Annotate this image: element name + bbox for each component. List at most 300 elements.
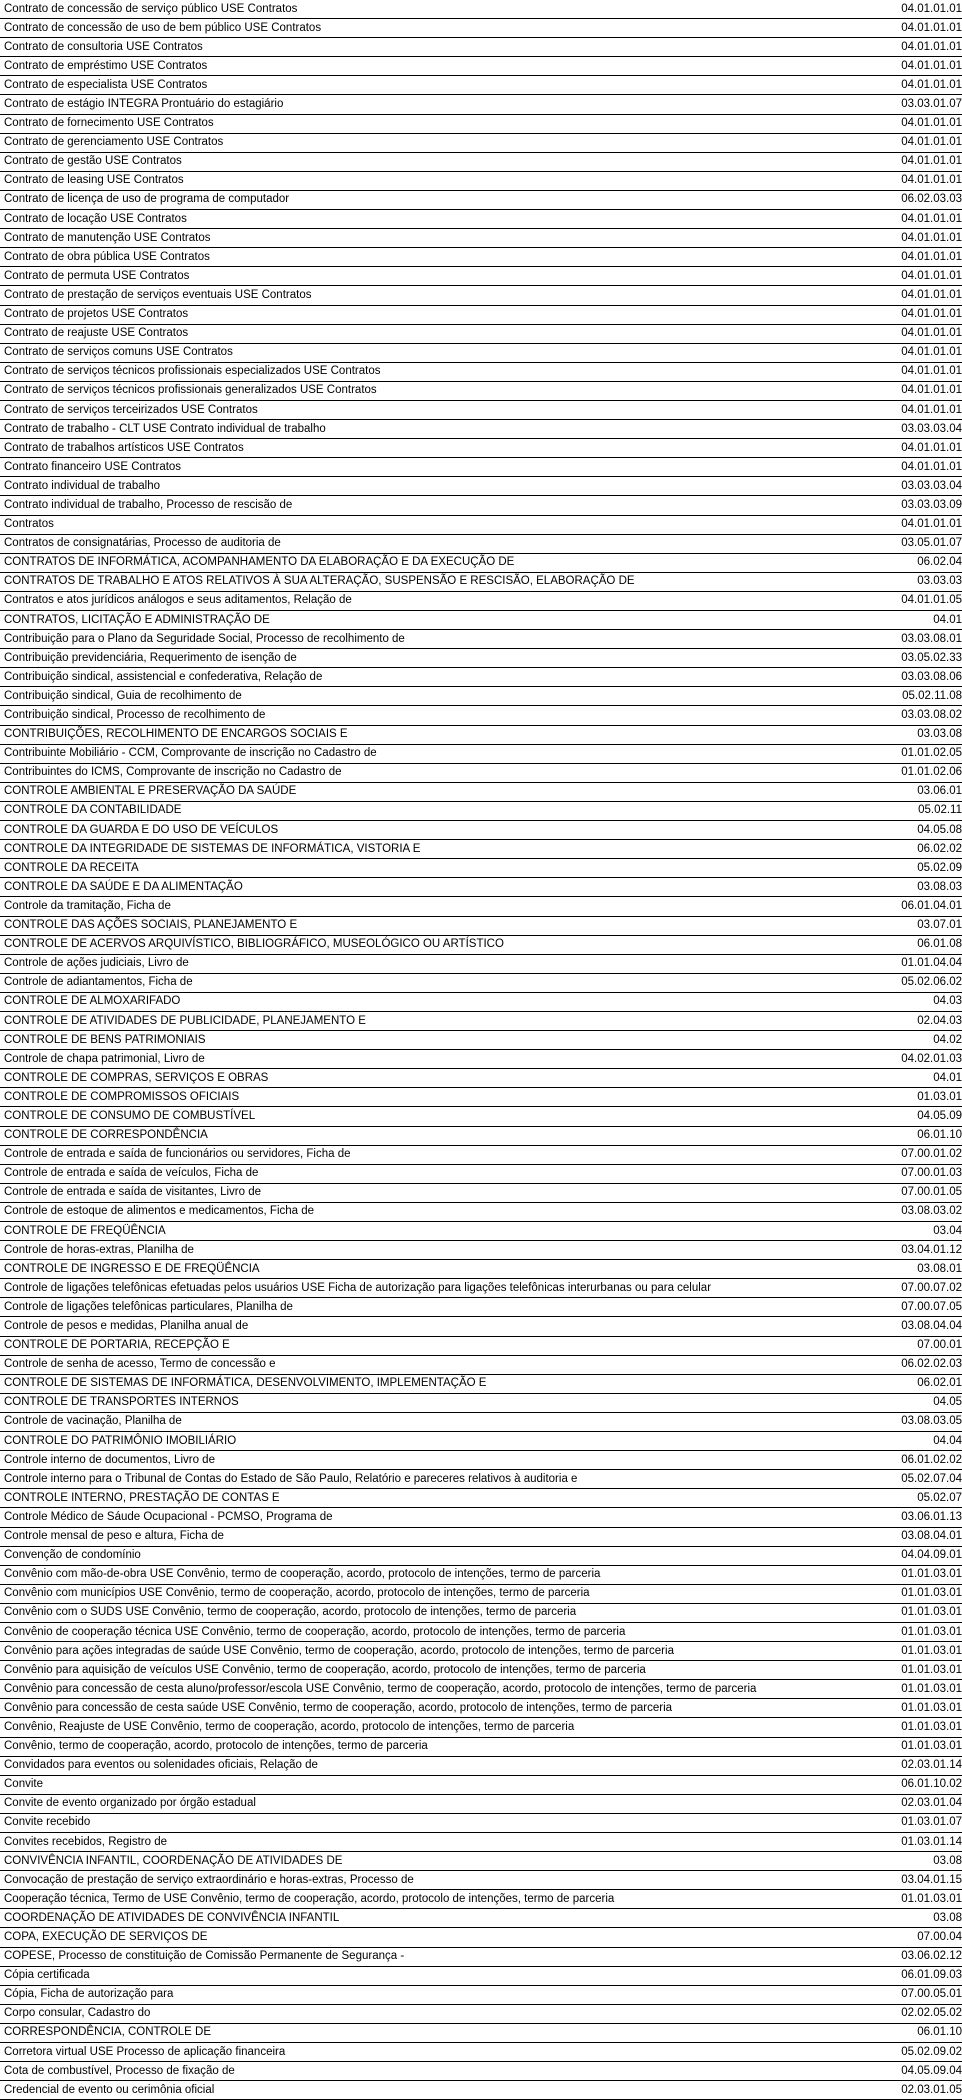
- index-term: Contrato de licença de uso de programa de computador: [0, 190, 838, 209]
- index-term: Contrato de serviços técnicos profissionais especializados USE Contratos: [0, 362, 838, 381]
- classification-code: 04.01.01.01: [838, 343, 962, 362]
- table-row: [0, 477, 962, 496]
- table-row: [0, 1642, 962, 1661]
- classification-code: 04.01.01.01: [838, 400, 962, 419]
- index-term: Convênio para concessão de cesta saúde USE Convênio, termo de cooperação, acordo, protocolo de intenções, termo de parceria: [0, 1699, 838, 1718]
- index-term: Contrato de manutenção USE Contratos: [0, 229, 838, 248]
- classification-code: 07.00.01.02: [838, 1145, 962, 1164]
- index-term: CONTROLE DAS AÇÕES SOCIAIS, PLANEJAMENTO E: [0, 916, 838, 935]
- table-row: [0, 305, 962, 324]
- classification-code: 06.01.10: [838, 1126, 962, 1145]
- index-term: CONTROLE DE PORTARIA, RECEPÇÃO E: [0, 1336, 838, 1355]
- index-term: Controle interno para o Tribunal de Contas do Estado de São Paulo, Relatório e pareceres relativos à auditoria e: [0, 1470, 838, 1489]
- table-row: [0, 973, 962, 992]
- index-term: Convocação de prestação de serviço extraordinário e horas-extras, Processo de: [0, 1871, 838, 1890]
- table-row: [0, 439, 962, 458]
- table-row: [0, 553, 962, 572]
- table-row: [0, 840, 962, 859]
- classification-code: 02.03.01.04: [838, 1794, 962, 1813]
- classification-code: 01.01.02.06: [838, 763, 962, 782]
- classification-code: 04.02.01.03: [838, 1050, 962, 1069]
- table-row: [0, 1661, 962, 1680]
- table-row: [0, 1890, 962, 1909]
- table-row: [0, 1565, 962, 1584]
- index-term: Contrato de consultoria USE Contratos: [0, 38, 838, 57]
- table-row: [0, 248, 962, 267]
- index-term: Contrato de estágio INTEGRA Prontuário do estagiário: [0, 95, 838, 114]
- index-term: Contribuição sindical, Guia de recolhimento de: [0, 687, 838, 706]
- table-row: [0, 57, 962, 76]
- index-term: COPESE, Processo de constituição de Comissão Permanente de Segurança -: [0, 1947, 838, 1966]
- classification-code: 03.05.01.07: [838, 534, 962, 553]
- table-row: [0, 286, 962, 305]
- index-term: CONTRATOS DE INFORMÁTICA, ACOMPANHAMENTO DA ELABORAÇÃO E DA EXECUÇÃO DE: [0, 553, 838, 572]
- classification-code: 04.01.01.01: [838, 267, 962, 286]
- table-row: [0, 1298, 962, 1317]
- index-term: CONTROLE DE ACERVOS ARQUIVÍSTICO, BIBLIOGRÁFICO, MUSEOLÓGICO OU ARTÍSTICO: [0, 935, 838, 954]
- classification-code: 01.01.03.01: [838, 1737, 962, 1756]
- index-term: Contrato de trabalhos artísticos USE Contratos: [0, 439, 838, 458]
- index-term: CONTROLE INTERNO, PRESTAÇÃO DE CONTAS E: [0, 1489, 838, 1508]
- index-term: Convênio para concessão de cesta aluno/professor/escola USE Convênio, termo de cooperação, acordo, protocolo de intenções, termo de parceria: [0, 1680, 838, 1699]
- table-row: [0, 1947, 962, 1966]
- table-row: [0, 1222, 962, 1241]
- table-row: [0, 190, 962, 209]
- table-row: [0, 1546, 962, 1565]
- index-term: CONTROLE DE ALMOXARIFADO: [0, 992, 838, 1011]
- table-row: [0, 1241, 962, 1260]
- index-term: Contrato de serviços comuns USE Contratos: [0, 343, 838, 362]
- classification-code: 03.03.01.07: [838, 95, 962, 114]
- classification-code: 03.04.01.15: [838, 1871, 962, 1890]
- classification-code: 04.01.01.01: [838, 305, 962, 324]
- index-term: CONTROLE DE BENS PATRIMONIAIS: [0, 1031, 838, 1050]
- index-term: Contrato de especialista USE Contratos: [0, 76, 838, 95]
- index-term: Convênio, Reajuste de USE Convênio, termo de cooperação, acordo, protocolo de intenções, termo de parceria: [0, 1718, 838, 1737]
- classification-code: 05.02.09.02: [838, 2043, 962, 2062]
- table-row: [0, 19, 962, 38]
- index-term: Corretora virtual USE Processo de aplicação financeira: [0, 2043, 838, 2062]
- table-row: [0, 897, 962, 916]
- table-row: [0, 1756, 962, 1775]
- index-term: Convênio com o SUDS USE Convênio, termo de cooperação, acordo, protocolo de intenções, termo de parceria: [0, 1603, 838, 1622]
- classification-code: 07.00.01.05: [838, 1183, 962, 1202]
- classification-code: 04.01.01.01: [838, 19, 962, 38]
- table-row: [0, 114, 962, 133]
- table-row: [0, 152, 962, 171]
- table-row: [0, 1909, 962, 1928]
- classification-code: 01.01.03.01: [838, 1622, 962, 1641]
- table-row: [0, 1202, 962, 1221]
- table-row: [0, 859, 962, 878]
- classification-code: 02.03.01.14: [838, 1756, 962, 1775]
- classification-code: 01.01.03.01: [838, 1584, 962, 1603]
- index-term: Contrato de empréstimo USE Contratos: [0, 57, 838, 76]
- index-term: Contribuição para o Plano da Seguridade Social, Processo de recolhimento de: [0, 630, 838, 649]
- classification-code: 06.01.02.02: [838, 1451, 962, 1470]
- index-term: Corpo consular, Cadastro do: [0, 2004, 838, 2023]
- classification-code: 03.06.01: [838, 782, 962, 801]
- classification-code: 06.02.01: [838, 1374, 962, 1393]
- index-term: Controle de estoque de alimentos e medicamentos, Ficha de: [0, 1202, 838, 1221]
- index-term: Controle de adiantamentos, Ficha de: [0, 973, 838, 992]
- table-row: [0, 381, 962, 400]
- table-row: [0, 38, 962, 57]
- index-term: Contribuição sindical, Processo de recolhimento de: [0, 706, 838, 725]
- table-row: [0, 1145, 962, 1164]
- classification-code: 03.03.03.09: [838, 496, 962, 515]
- classification-code: 06.02.04: [838, 553, 962, 572]
- table-row: [0, 76, 962, 95]
- index-term: Contrato de obra pública USE Contratos: [0, 248, 838, 267]
- classification-code: 03.03.03: [838, 572, 962, 591]
- classification-code: 03.03.08.01: [838, 630, 962, 649]
- classification-code: 01.01.03.01: [838, 1565, 962, 1584]
- index-term: Convites recebidos, Registro de: [0, 1833, 838, 1852]
- table-row: [0, 1718, 962, 1737]
- classification-code: 02.02.05.02: [838, 2004, 962, 2023]
- index-term: Controle Médico de Sáude Ocupacional - PCMSO, Programa de: [0, 1508, 838, 1527]
- classification-code: 04.01.01.01: [838, 324, 962, 343]
- table-row: [0, 267, 962, 286]
- index-term: Convite recebido: [0, 1813, 838, 1832]
- index-term: CONTRIBUIÇÕES, RECOLHIMENTO DE ENCARGOS SOCIAIS E: [0, 725, 838, 744]
- table-row: [0, 2062, 962, 2081]
- classification-code: 04.01.01.01: [838, 381, 962, 400]
- index-term: Controle de entrada e saída de visitantes, Livro de: [0, 1183, 838, 1202]
- table-row: [0, 1527, 962, 1546]
- table-row: [0, 1069, 962, 1088]
- index-term: Controle de ligações telefônicas particulares, Planilha de: [0, 1298, 838, 1317]
- index-term: Controle de pesos e medidas, Planilha anual de: [0, 1317, 838, 1336]
- classification-code: 03.03.08.06: [838, 668, 962, 687]
- index-term: CORRESPONDÊNCIA, CONTROLE DE: [0, 2023, 838, 2042]
- index-term: Convênio para aquisição de veículos USE Convênio, termo de cooperação, acordo, protocolo de intenções, termo de parceria: [0, 1661, 838, 1680]
- index-term: Contrato de concessão de serviço público USE Contratos: [0, 0, 838, 19]
- table-row: [0, 534, 962, 553]
- classification-code: 04.01.01.01: [838, 152, 962, 171]
- classification-code: 06.02.02: [838, 840, 962, 859]
- table-row: [0, 1317, 962, 1336]
- index-term: Contrato de leasing USE Contratos: [0, 171, 838, 190]
- classification-code: 04.01.01.01: [838, 114, 962, 133]
- classification-code: 04.04: [838, 1432, 962, 1451]
- index-term: Contrato de prestação de serviços eventuais USE Contratos: [0, 286, 838, 305]
- table-row: [0, 2004, 962, 2023]
- index-term: Controle interno de documentos, Livro de: [0, 1451, 838, 1470]
- index-term: Convênio com municípios USE Convênio, termo de cooperação, acordo, protocolo de intenções, termo de parceria: [0, 1584, 838, 1603]
- classification-code: 07.00.04: [838, 1928, 962, 1947]
- index-term: CONTROLE DA CONTABILIDADE: [0, 801, 838, 820]
- table-row: [0, 821, 962, 840]
- index-term: Controle mensal de peso e altura, Ficha de: [0, 1527, 838, 1546]
- table-row: [0, 515, 962, 534]
- index-term: Cópia, Ficha de autorização para: [0, 1985, 838, 2004]
- table-row: [0, 1699, 962, 1718]
- table-row: [0, 1412, 962, 1431]
- index-term: CONTROLE AMBIENTAL E PRESERVAÇÃO DA SAÚDE: [0, 782, 838, 801]
- classification-code: 07.00.07.02: [838, 1279, 962, 1298]
- classification-code: 01.03.01: [838, 1088, 962, 1107]
- table-row: [0, 210, 962, 229]
- table-row: [0, 916, 962, 935]
- index-term: Controle da tramitação, Ficha de: [0, 897, 838, 916]
- index-term: Contratos e atos jurídicos análogos e seus aditamentos, Relação de: [0, 591, 838, 610]
- classification-code: 03.08.03: [838, 878, 962, 897]
- classification-code: 05.02.11.08: [838, 687, 962, 706]
- index-term: Convidados para eventos ou solenidades oficiais, Relação de: [0, 1756, 838, 1775]
- table-row: [0, 744, 962, 763]
- classification-code: 04.05.09.04: [838, 2062, 962, 2081]
- index-term: Contrato individual de trabalho: [0, 477, 838, 496]
- index-term: Convênio, termo de cooperação, acordo, protocolo de intenções, termo de parceria: [0, 1737, 838, 1756]
- index-term: Controle de ligações telefônicas efetuadas pelos usuários USE Ficha de autorização para ligações telefônicas interurbanas ou para celular: [0, 1279, 838, 1298]
- classification-code: 06.02.03.03: [838, 190, 962, 209]
- classification-code: 04.01.01.01: [838, 439, 962, 458]
- classification-code: 03.03.08.02: [838, 706, 962, 725]
- classification-code: 04.01.01.01: [838, 458, 962, 477]
- index-term: CONTROLE DE CORRESPONDÊNCIA: [0, 1126, 838, 1145]
- table-row: [0, 1737, 962, 1756]
- table-row: [0, 668, 962, 687]
- index-term: Contratos: [0, 515, 838, 534]
- classification-code: 02.03.01.05: [838, 2081, 962, 2100]
- index-term: CONTROLE DE COMPRAS, SERVIÇOS E OBRAS: [0, 1069, 838, 1088]
- classification-code: 04.01.01.05: [838, 591, 962, 610]
- classification-code: 02.04.03: [838, 1011, 962, 1030]
- classification-code: 01.01.03.01: [838, 1661, 962, 1680]
- classification-code: 04.01.01.01: [838, 76, 962, 95]
- classification-code: 01.01.03.01: [838, 1680, 962, 1699]
- index-term: Convenção de condomínio: [0, 1546, 838, 1565]
- classification-code: 03.03.08: [838, 725, 962, 744]
- classification-code: 03.08.01: [838, 1260, 962, 1279]
- classification-code: 03.04.01.12: [838, 1241, 962, 1260]
- table-row: [0, 687, 962, 706]
- classification-code: 04.01: [838, 611, 962, 630]
- table-row: [0, 649, 962, 668]
- table-row: [0, 362, 962, 381]
- table-row: [0, 763, 962, 782]
- index-term: Controle de vacinação, Planilha de: [0, 1412, 838, 1431]
- classification-code: 01.01.02.05: [838, 744, 962, 763]
- classification-code: 04.01.01.01: [838, 210, 962, 229]
- table-row: [0, 1833, 962, 1852]
- classification-code: 06.01.10: [838, 2023, 962, 2042]
- table-row: [0, 878, 962, 897]
- classification-code: 01.01.04.04: [838, 954, 962, 973]
- index-term: COORDENAÇÃO DE ATIVIDADES DE CONVIVÊNCIA INFANTIL: [0, 1909, 838, 1928]
- table-row: [0, 0, 962, 19]
- classification-code: 01.01.03.01: [838, 1699, 962, 1718]
- table-row: [0, 1107, 962, 1126]
- index-term: Cooperação técnica, Termo de USE Convênio, termo de cooperação, acordo, protocolo de intenções, termo de parceria: [0, 1890, 838, 1909]
- index-term: CONTRATOS DE TRABALHO E ATOS RELATIVOS À SUA ALTERAÇÃO, SUSPENSÃO E RESCISÃO, ELABORAÇÃO DE: [0, 572, 838, 591]
- classification-code: 06.02.02.03: [838, 1355, 962, 1374]
- index-term: CONTROLE DO PATRIMÔNIO IMOBILIÁRIO: [0, 1432, 838, 1451]
- index-term: Contrato de serviços terceirizados USE Contratos: [0, 400, 838, 419]
- classification-code: 01.01.03.01: [838, 1603, 962, 1622]
- index-term: Contrato de trabalho - CLT USE Contrato individual de trabalho: [0, 420, 838, 439]
- classification-code: 01.01.03.01: [838, 1890, 962, 1909]
- classification-code: 04.01.01.01: [838, 286, 962, 305]
- classification-code: 03.08.03.02: [838, 1202, 962, 1221]
- table-row: [0, 1928, 962, 1947]
- classification-code: 05.02.09: [838, 859, 962, 878]
- index-term: Controle de horas-extras, Planilha de: [0, 1241, 838, 1260]
- table-row: [0, 2081, 962, 2100]
- table-row: [0, 133, 962, 152]
- classification-code: 05.02.06.02: [838, 973, 962, 992]
- index-term: CONTROLE DA INTEGRIDADE DE SISTEMAS DE INFORMÁTICA, VISTORIA E: [0, 840, 838, 859]
- table-row: [0, 2023, 962, 2042]
- table-row: [0, 1164, 962, 1183]
- table-row: [0, 630, 962, 649]
- table-row: [0, 954, 962, 973]
- table-row: [0, 324, 962, 343]
- table-row: [0, 1355, 962, 1374]
- table-row: [0, 992, 962, 1011]
- table-row: [0, 1126, 962, 1145]
- index-term: Contrato de reajuste USE Contratos: [0, 324, 838, 343]
- index-term: CONTROLE DE COMPROMISSOS OFICIAIS: [0, 1088, 838, 1107]
- index-term: CONVIVÊNCIA INFANTIL, COORDENAÇÃO DE ATIVIDADES DE: [0, 1852, 838, 1871]
- index-term: Contrato de fornecimento USE Contratos: [0, 114, 838, 133]
- index-term: Controle de chapa patrimonial, Livro de: [0, 1050, 838, 1069]
- classification-code: 01.01.03.01: [838, 1642, 962, 1661]
- table-row: [0, 458, 962, 477]
- table-row: [0, 591, 962, 610]
- index-term: CONTRATOS, LICITAÇÃO E ADMINISTRAÇÃO DE: [0, 611, 838, 630]
- index-term: Contrato de locação USE Contratos: [0, 210, 838, 229]
- classification-code: 04.01.01.01: [838, 57, 962, 76]
- classification-code: 07.00.07.05: [838, 1298, 962, 1317]
- index-term: Controle de ações judiciais, Livro de: [0, 954, 838, 973]
- classification-code: 04.05.08: [838, 821, 962, 840]
- index-term: Controle de entrada e saída de veículos, Ficha de: [0, 1164, 838, 1183]
- classification-code: 03.08: [838, 1852, 962, 1871]
- index-term: Controle de entrada e saída de funcionários ou servidores, Ficha de: [0, 1145, 838, 1164]
- index-term: Controle de senha de acesso, Termo de concessão e: [0, 1355, 838, 1374]
- table-row: [0, 706, 962, 725]
- index-term: Contrato individual de trabalho, Processo de rescisão de: [0, 496, 838, 515]
- table-row: [0, 400, 962, 419]
- table-row: [0, 1031, 962, 1050]
- classification-code: 04.01.01.01: [838, 38, 962, 57]
- index-term: CONTROLE DE ATIVIDADES DE PUBLICIDADE, PLANEJAMENTO E: [0, 1011, 838, 1030]
- classification-code: 06.01.08: [838, 935, 962, 954]
- classification-code: 04.01.01.01: [838, 515, 962, 534]
- index-term: Contribuintes do ICMS, Comprovante de inscrição no Cadastro de: [0, 763, 838, 782]
- table-row: [0, 611, 962, 630]
- table-row: [0, 1470, 962, 1489]
- classification-code: 03.08.03.05: [838, 1412, 962, 1431]
- table-row: [0, 229, 962, 248]
- classification-code: 05.02.07.04: [838, 1470, 962, 1489]
- table-row: [0, 2043, 962, 2062]
- classification-code: 03.03.03.04: [838, 420, 962, 439]
- index-term: CONTROLE DE TRANSPORTES INTERNOS: [0, 1393, 838, 1412]
- index-term: CONTROLE DE SISTEMAS DE INFORMÁTICA, DESENVOLVIMENTO, IMPLEMENTAÇÃO E: [0, 1374, 838, 1393]
- classification-code: 04.05: [838, 1393, 962, 1412]
- index-term: Contrato de projetos USE Contratos: [0, 305, 838, 324]
- table-row: [0, 1050, 962, 1069]
- table-row: [0, 1966, 962, 1985]
- table-row: [0, 1432, 962, 1451]
- table-row: [0, 725, 962, 744]
- table-row: [0, 343, 962, 362]
- classification-code: 03.06.02.12: [838, 1947, 962, 1966]
- table-row: [0, 1088, 962, 1107]
- table-row: [0, 1489, 962, 1508]
- classification-code: 06.01.04.01: [838, 897, 962, 916]
- index-term: CONTROLE DA GUARDA E DO USO DE VEÍCULOS: [0, 821, 838, 840]
- classification-code: 03.08.04.01: [838, 1527, 962, 1546]
- table-row: [0, 1336, 962, 1355]
- table-row: [0, 1775, 962, 1794]
- table-row: [0, 1813, 962, 1832]
- table-row: [0, 1622, 962, 1641]
- classification-code: 04.03: [838, 992, 962, 1011]
- index-term: Contribuição previdenciária, Requerimento de isenção de: [0, 649, 838, 668]
- classification-code: 01.01.03.01: [838, 1718, 962, 1737]
- table-row: [0, 801, 962, 820]
- classification-code: 04.02: [838, 1031, 962, 1050]
- classification-code: 06.01.10.02: [838, 1775, 962, 1794]
- index-term: Convite de evento organizado por órgão estadual: [0, 1794, 838, 1813]
- classification-code: 07.00.01: [838, 1336, 962, 1355]
- index-term: Contrato de serviços técnicos profissionais generalizados USE Contratos: [0, 381, 838, 400]
- table-row: [0, 1260, 962, 1279]
- classification-code: 06.01.09.03: [838, 1966, 962, 1985]
- index-term: CONTROLE DA RECEITA: [0, 859, 838, 878]
- table-row: [0, 1011, 962, 1030]
- index-term: CONTROLE DE CONSUMO DE COMBUSTÍVEL: [0, 1107, 838, 1126]
- classification-code: 03.08: [838, 1909, 962, 1928]
- table-row: [0, 420, 962, 439]
- table-row: [0, 572, 962, 591]
- index-term: Contribuinte Mobiliário - CCM, Comprovante de inscrição no Cadastro de: [0, 744, 838, 763]
- classification-code: 03.07.01: [838, 916, 962, 935]
- table-row: [0, 935, 962, 954]
- classification-code: 04.01.01.01: [838, 362, 962, 381]
- table-row: [0, 1279, 962, 1298]
- table-row: [0, 1603, 962, 1622]
- classification-code: 03.03.03.04: [838, 477, 962, 496]
- table-row: [0, 1584, 962, 1603]
- table-row: [0, 171, 962, 190]
- index-term: Contrato de gestão USE Contratos: [0, 152, 838, 171]
- classification-code: 04.01: [838, 1069, 962, 1088]
- table-row: [0, 95, 962, 114]
- table-row: [0, 1680, 962, 1699]
- index-term: CONTROLE DE FREQÜÊNCIA: [0, 1222, 838, 1241]
- table-row: [0, 1852, 962, 1871]
- classification-code: 01.03.01.14: [838, 1833, 962, 1852]
- index-term: CONTROLE DE INGRESSO E DE FREQÜÊNCIA: [0, 1260, 838, 1279]
- classification-code: 04.01.01.01: [838, 248, 962, 267]
- table-row: [0, 1393, 962, 1412]
- table-row: [0, 1871, 962, 1890]
- index-term: Contrato de concessão de uso de bem público USE Contratos: [0, 19, 838, 38]
- index-term: Cota de combustível, Processo de fixação de: [0, 2062, 838, 2081]
- index-term: Contrato de gerenciamento USE Contratos: [0, 133, 838, 152]
- classification-code: 04.01.01.01: [838, 133, 962, 152]
- classification-code: 07.00.01.03: [838, 1164, 962, 1183]
- index-term: CONTROLE DA SAÚDE E DA ALIMENTAÇÃO: [0, 878, 838, 897]
- index-term: Convite: [0, 1775, 838, 1794]
- index-term: COPA, EXECUÇÃO DE SERVIÇOS DE: [0, 1928, 838, 1947]
